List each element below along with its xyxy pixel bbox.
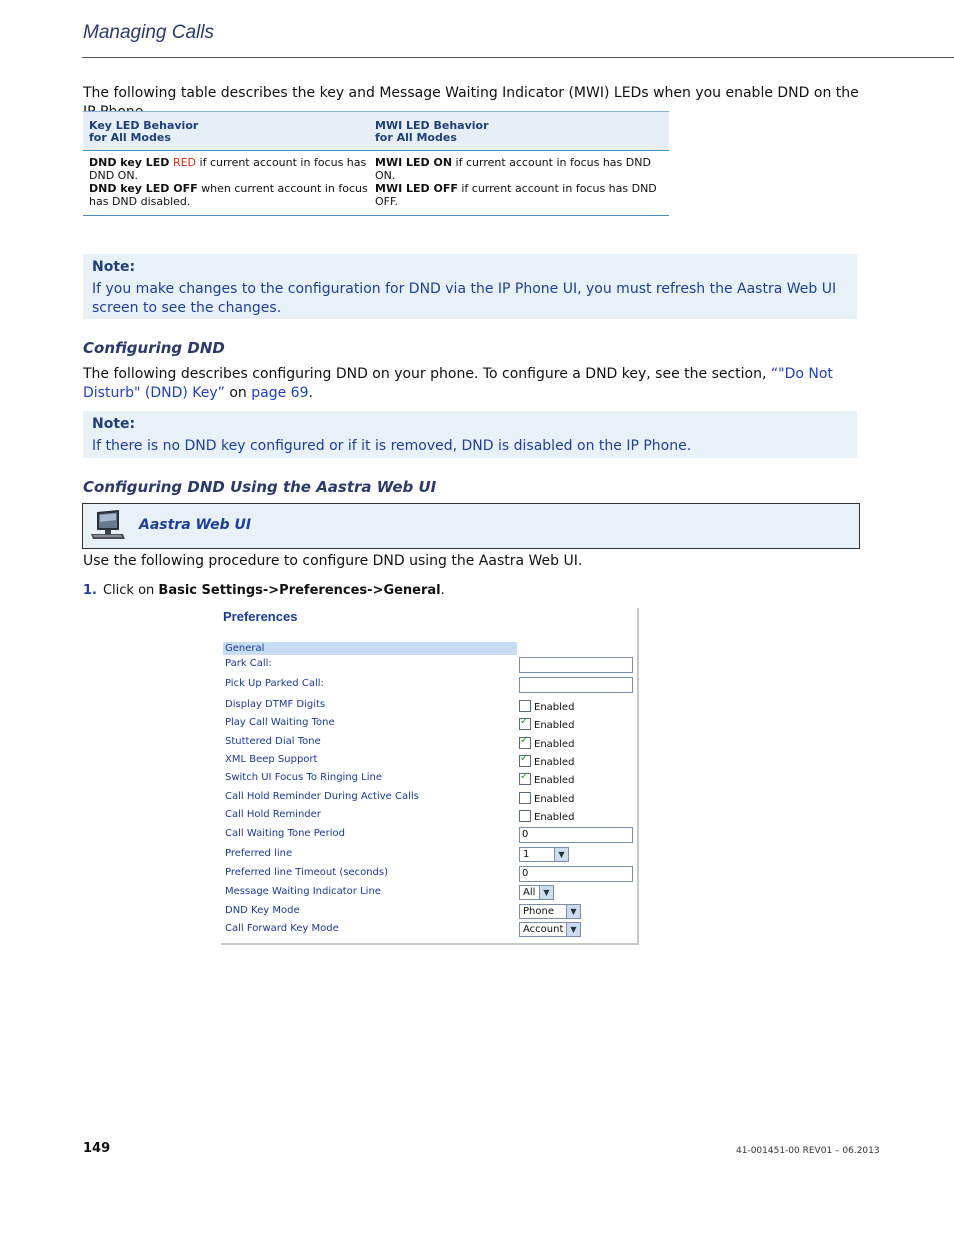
- mwi-led-on-label: MWI LED ON: [375, 156, 453, 169]
- preference-row: [225, 677, 635, 695]
- procedure-intro: Use the following procedure to configure DND using the Aastra Web UI.: [83, 553, 583, 569]
- preference-control: [519, 700, 574, 713]
- dropdown-value: Phone: [523, 906, 554, 917]
- dropdown-value: All: [523, 887, 536, 898]
- dropdown-select[interactable]: [519, 904, 581, 919]
- header-key-led-line2: for All Modes: [89, 131, 171, 144]
- preference-control: [519, 755, 574, 768]
- mwi-led-on-text: [375, 156, 669, 182]
- preference-row: [225, 904, 635, 922]
- preference-label: Preferred line: [225, 848, 293, 859]
- preference-label: Stuttered Dial Tone: [225, 736, 321, 747]
- mwi-led-off-label: MWI LED OFF: [375, 182, 458, 195]
- paragraph-text: on: [224, 385, 252, 401]
- table-row: [83, 151, 669, 215]
- preference-label: Call Forward Key Mode: [225, 923, 339, 934]
- preference-control: [519, 922, 581, 937]
- preference-label: XML Beep Support: [225, 754, 318, 765]
- mwi-led-on-desc: if current account in focus has DND ON.: [375, 156, 651, 182]
- configuring-dnd-paragraph: [83, 365, 853, 403]
- preference-label: Pick Up Parked Call:: [225, 678, 324, 689]
- header-key-led: [83, 112, 369, 150]
- key-led-off-text: [89, 182, 369, 208]
- preference-label: Park Call:: [225, 658, 272, 669]
- preference-control: [519, 847, 569, 862]
- step-text: Click on: [102, 583, 159, 598]
- document-id: 41-001451-00 REV01 – 06.2013: [736, 1146, 880, 1156]
- intro-paragraph: The following table describes the key and Message Waiting Indicator (MWI) LEDs when you enable DND on the: [83, 85, 859, 101]
- paragraph-text: The following describes configuring DND on your phone. To configure a DND key, see the section,: [83, 366, 771, 382]
- mwi-led-off-desc: if current account in focus has DND OFF.: [375, 182, 657, 208]
- preference-control: [519, 792, 574, 805]
- checkbox-label: Enabled: [534, 702, 575, 713]
- preference-label: Message Waiting Indicator Line: [225, 886, 381, 897]
- chevron-down-icon[interactable]: ▼: [554, 848, 568, 861]
- checkbox-label: Enabled: [534, 812, 575, 823]
- chevron-down-icon[interactable]: ▼: [566, 905, 580, 918]
- chevron-down-icon[interactable]: ▼: [566, 923, 580, 936]
- note-text: If you make changes to the configuration for DND via the IP Phone UI, you must refresh the Aastra Web UI screen to see the changes.: [92, 281, 837, 316]
- key-led-cell: [83, 151, 369, 215]
- web-ui-label: Aastra Web UI: [139, 517, 252, 533]
- page-link[interactable]: page 69: [251, 385, 309, 401]
- dropdown-select[interactable]: [519, 922, 581, 937]
- preference-row: [225, 753, 635, 771]
- header-rule: [82, 57, 954, 58]
- dropdown-select[interactable]: [519, 885, 554, 900]
- header-mwi-led-line1: MWI LED Behavior: [375, 119, 489, 132]
- preference-control: [519, 810, 574, 823]
- led-behavior-table: [83, 111, 669, 216]
- mwi-led-cell: [369, 151, 669, 215]
- dropdown-value: 1: [523, 849, 530, 860]
- dropdown-value: Account: [523, 924, 564, 935]
- dnd-key-section-link[interactable]: “"Do Not Disturb" (DND) Key”: [83, 366, 833, 401]
- key-led-color-word: RED: [172, 156, 197, 169]
- preference-control: [519, 737, 574, 750]
- preference-row: [225, 808, 635, 826]
- checkbox-checked[interactable]: [519, 737, 531, 749]
- preference-label: Call Hold Reminder: [225, 809, 321, 820]
- preference-label: Preferred line Timeout (seconds): [225, 867, 389, 878]
- page-number: 149: [83, 1141, 111, 1156]
- note-label: Note:: [92, 259, 136, 275]
- text-input[interactable]: [519, 657, 633, 673]
- preference-row: [225, 922, 635, 940]
- note-text: If there is no DND key configured or if it is removed, DND is disabled on the IP Phone.: [92, 438, 692, 454]
- preference-label: Play Call Waiting Tone: [225, 717, 335, 728]
- text-input[interactable]: [519, 677, 633, 693]
- text-input[interactable]: 0: [519, 866, 633, 882]
- key-led-off-desc: when current account in focus has DND disabled.: [89, 182, 368, 208]
- preference-row: [225, 866, 635, 884]
- aastra-web-ui-banner: [82, 503, 860, 549]
- preference-control: [519, 904, 581, 919]
- preference-row: [225, 735, 635, 753]
- checkbox-label: Enabled: [534, 794, 575, 805]
- preference-row: [225, 790, 635, 808]
- step-number: 1.: [83, 583, 97, 598]
- preference-row: [225, 885, 635, 903]
- preference-control: [519, 773, 574, 786]
- checkbox-label: Enabled: [534, 720, 575, 731]
- note-box: [83, 254, 857, 319]
- preferences-title: Preferences: [223, 609, 298, 624]
- menu-path: Basic Settings->Preferences->General: [158, 583, 441, 598]
- computer-monitor-icon: [89, 508, 127, 542]
- preference-control: [519, 885, 554, 900]
- preference-label: Display DTMF Digits: [225, 699, 326, 710]
- running-header: Managing Calls: [83, 22, 214, 43]
- key-led-on-desc: if current account in focus has DND ON.: [89, 156, 367, 182]
- note-box: [83, 411, 857, 458]
- step-1: [83, 582, 445, 599]
- section-heading: Configuring DND Using the Aastra Web UI: [83, 478, 437, 496]
- key-led-on-label: DND key LED: [89, 156, 170, 169]
- checkbox-checked[interactable]: [519, 718, 531, 730]
- preference-control: [519, 827, 633, 843]
- preference-control: [519, 657, 633, 673]
- preference-row: [225, 698, 635, 716]
- preference-label: Call Waiting Tone Period: [225, 828, 345, 839]
- preference-control: [519, 718, 574, 731]
- preference-label: Call Hold Reminder During Active Calls: [225, 791, 419, 802]
- text-input[interactable]: 0: [519, 827, 633, 843]
- chevron-down-icon[interactable]: ▼: [539, 886, 553, 899]
- preference-row: [225, 771, 635, 789]
- dropdown-select[interactable]: [519, 847, 569, 862]
- header-key-led-line1: Key LED Behavior: [89, 119, 199, 132]
- checkbox-label: Enabled: [534, 757, 575, 768]
- preference-row: [225, 657, 635, 675]
- note-label: Note:: [92, 416, 136, 432]
- checkbox-unchecked[interactable]: [519, 810, 531, 822]
- preference-control: [519, 677, 633, 693]
- preference-row: [225, 827, 635, 845]
- table-header-row: [83, 111, 669, 151]
- preference-label: Switch UI Focus To Ringing Line: [225, 772, 383, 783]
- preference-row: [225, 847, 635, 865]
- preference-control: [519, 866, 633, 882]
- section-general: General: [223, 642, 517, 655]
- header-mwi-led: [369, 112, 669, 150]
- mwi-led-off-text: [375, 182, 669, 208]
- key-led-off-label: DND key LED OFF: [89, 182, 198, 195]
- preferences-panel: [221, 608, 639, 945]
- preference-label: DND Key Mode: [225, 905, 300, 916]
- checkbox-unchecked[interactable]: [519, 792, 531, 804]
- paragraph-text: .: [308, 385, 313, 401]
- preference-row: [225, 716, 635, 734]
- checkbox-checked[interactable]: [519, 755, 531, 767]
- header-mwi-led-line2: for All Modes: [375, 131, 457, 144]
- step-text: .: [440, 583, 445, 598]
- checkbox-unchecked[interactable]: [519, 700, 531, 712]
- checkbox-label: Enabled: [534, 775, 575, 786]
- checkbox-checked[interactable]: [519, 773, 531, 785]
- checkbox-label: Enabled: [534, 739, 575, 750]
- key-led-on-text: [89, 156, 369, 182]
- section-heading: Configuring DND: [83, 339, 225, 357]
